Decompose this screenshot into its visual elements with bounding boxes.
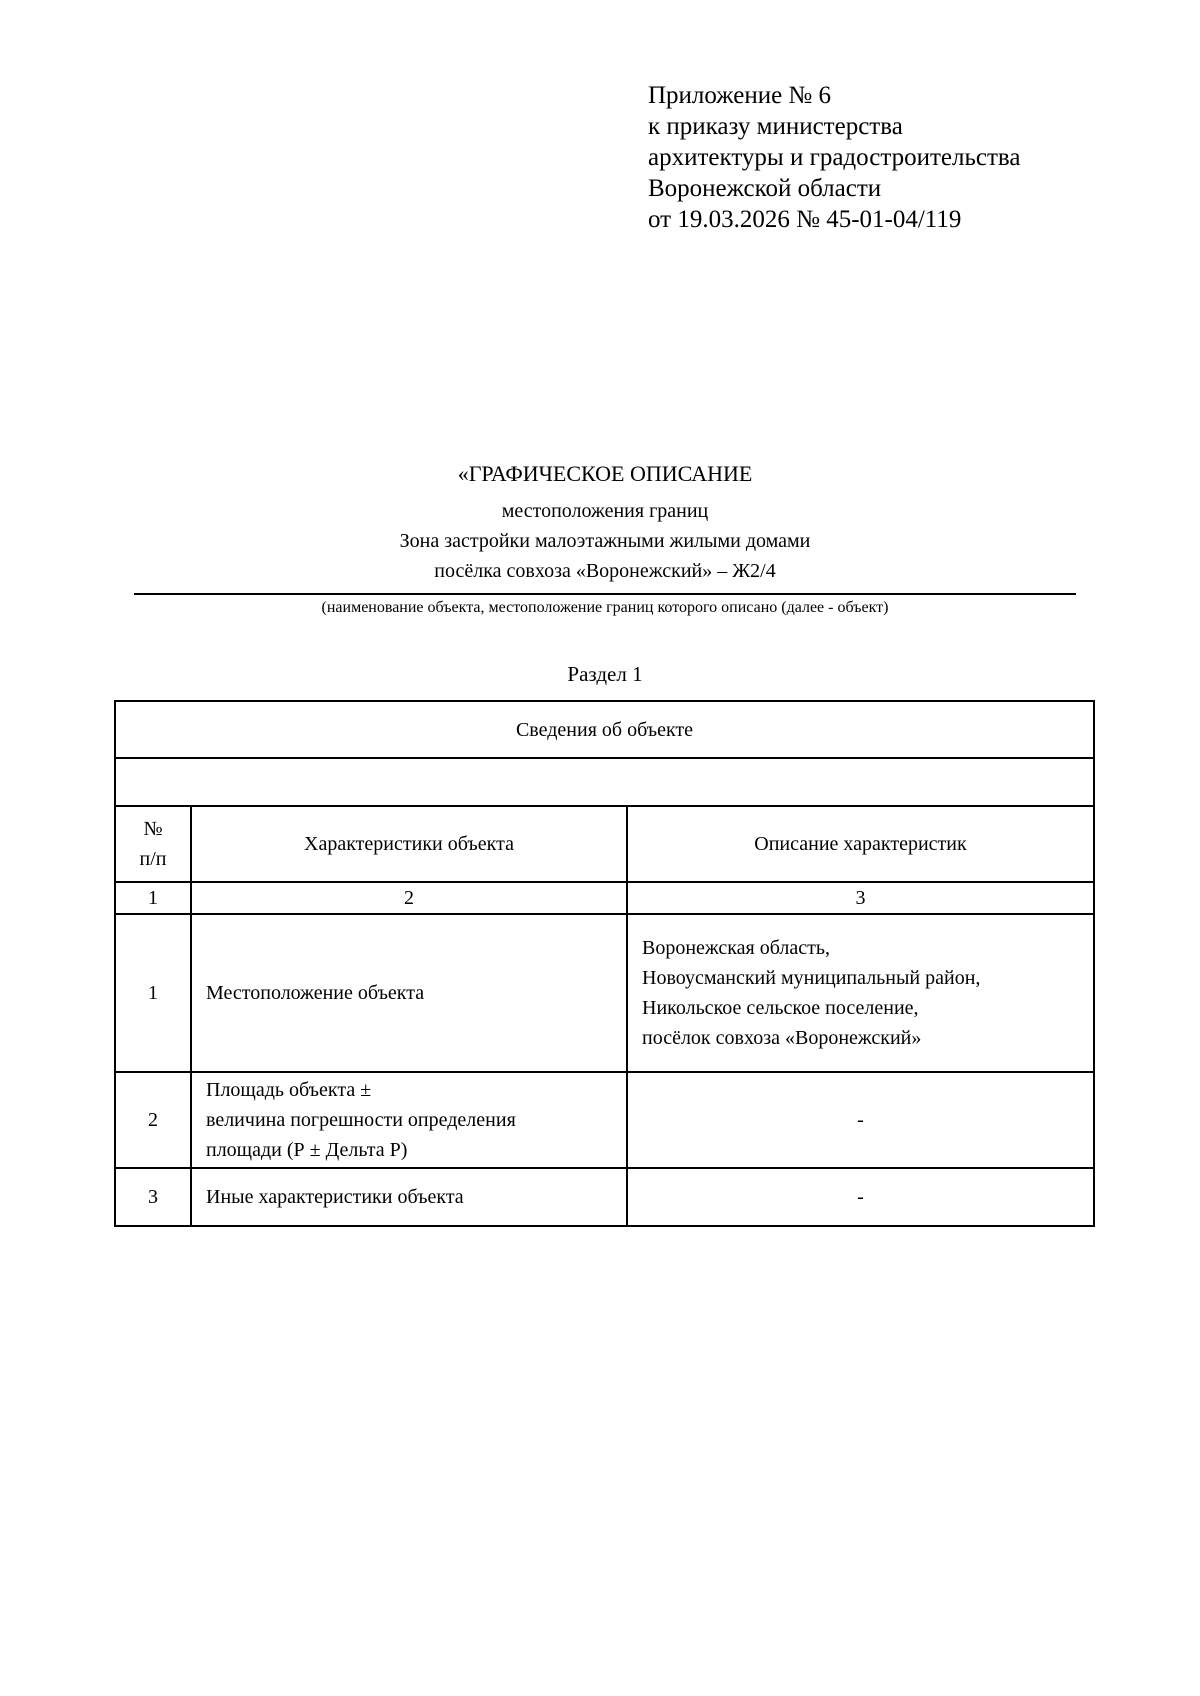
row-characteristic (191, 1072, 627, 1168)
column-number-row (115, 882, 1094, 914)
table-row (115, 914, 1094, 1072)
appendix-line: Воронежской области (648, 175, 882, 202)
title-line: Зона застройки малоэтажными жилыми домами (399, 530, 811, 552)
header-characteristic: Характеристики объекта (191, 806, 627, 882)
characteristic-line: Иные характеристики объекта (206, 1186, 464, 1208)
table-caption-row (115, 701, 1094, 758)
appendix-reference (648, 80, 1020, 235)
header-num-line: № (143, 818, 163, 840)
description-line: Никольское сельское поселение, (642, 997, 919, 1019)
description-line: посёлок совхоза «Воронежский» (642, 1027, 922, 1049)
title-block (134, 460, 1076, 586)
appendix-line: Приложение № 6 (648, 82, 832, 109)
object-info-table (114, 700, 1095, 1227)
row-description: - (627, 1168, 1094, 1226)
title-line: местоположения границ (501, 500, 709, 522)
title-underline (134, 593, 1076, 595)
row-characteristic (191, 1168, 627, 1226)
appendix-line: от 19.03.2026 № 45-01-04/119 (648, 206, 962, 233)
row-num: 1 (115, 914, 191, 1072)
column-number: 3 (627, 882, 1094, 914)
characteristic-line: величина погрешности определения (206, 1109, 516, 1131)
table-row (115, 1072, 1094, 1168)
row-description: - (627, 1072, 1094, 1168)
title-line: посёлка совхоза «Воронежский» – Ж2/4 (434, 560, 776, 582)
characteristic-line: Местоположение объекта (206, 982, 425, 1004)
characteristic-line: Площадь объекта ± (206, 1079, 372, 1101)
row-characteristic (191, 914, 627, 1072)
description-line: Новоусманский муниципальный район, (642, 967, 981, 989)
empty-cell (115, 758, 1094, 806)
row-description (627, 914, 1094, 1072)
row-num: 3 (115, 1168, 191, 1226)
table-caption: Сведения об объекте (115, 701, 1094, 758)
table-empty-row (115, 758, 1094, 806)
appendix-line: архитектуры и градостроительства (648, 144, 1021, 171)
column-number: 2 (191, 882, 627, 914)
characteristic-line: площади (Р ± Дельта Р) (206, 1139, 408, 1161)
row-num: 2 (115, 1072, 191, 1168)
description-line: Воронежская область, (642, 937, 831, 959)
table-row (115, 1168, 1094, 1226)
object-name-caption: (наименование объекта, местоположение границ которого описано (далее - объект) (321, 599, 889, 616)
section-label: Раздел 1 (567, 662, 643, 686)
header-description: Описание характеристик (627, 806, 1094, 882)
document-title: «ГРАФИЧЕСКОЕ ОПИСАНИЕ (457, 461, 753, 486)
header-num (115, 806, 191, 882)
header-num-line: п/п (139, 848, 167, 870)
table-header-row (115, 806, 1094, 882)
column-number: 1 (115, 882, 191, 914)
appendix-line: к приказу министерства (648, 113, 903, 140)
